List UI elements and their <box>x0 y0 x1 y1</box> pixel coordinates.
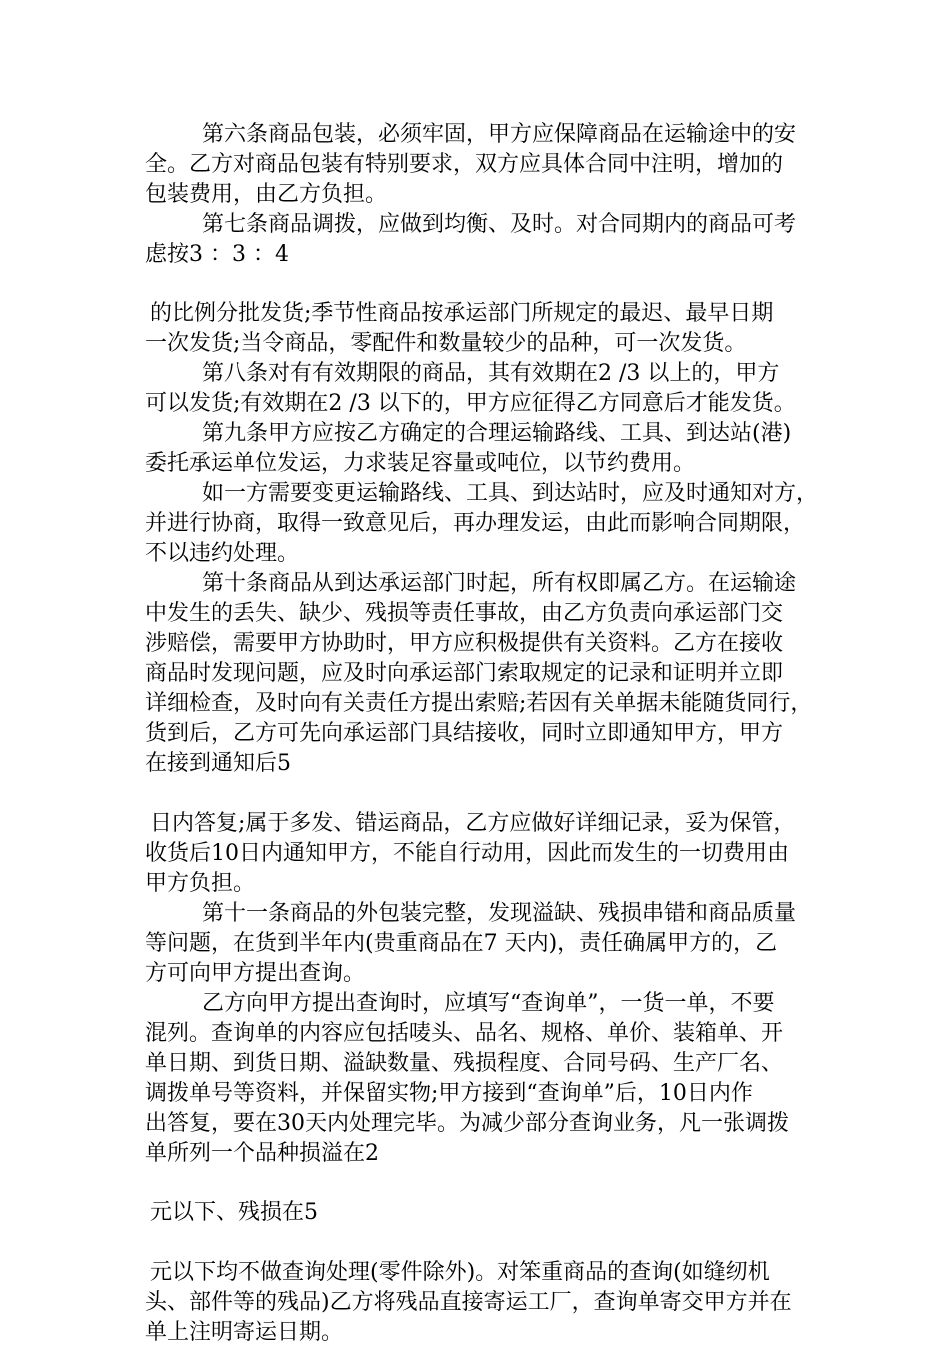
text-line: 第十条商品从到达承运部门时起，所有权即属乙方。在运输途 <box>202 571 797 596</box>
text-line: 如一方需要变更运输路线、工具、到达站时，应及时通知对方， <box>202 481 819 506</box>
text-line: 单上注明寄运日期。 <box>145 1320 344 1345</box>
text-line: 不以违约处理。 <box>145 541 300 566</box>
text-line: 调拨单号等资料，并保留实物;甲方接到“查询单”后，10日内作 <box>145 1081 753 1106</box>
text-line: 涉赔偿，需要甲方协助时，甲方应积极提供有关资料。乙方在接收 <box>145 631 784 656</box>
text-line: 混列。查询单的内容应包括唛头、品名、规格、单价、装箱单、开 <box>145 1021 784 1046</box>
text-line: 并进行协商，取得一致意见后，再办理发运，由此而影响合同期限， <box>145 511 806 536</box>
text-line: 详细检查，及时向有关责任方提出索赔;若因有关单据未能随货同行， <box>145 691 813 716</box>
text-line: 方可向甲方提出查询。 <box>145 961 366 986</box>
text-line: 元以下均不做查询处理(零件除外)。对笨重商品的查询(如缝纫机 <box>150 1260 770 1285</box>
text-line: 收货后10日内通知甲方，不能自行动用，因此而发生的一切费用由 <box>145 841 789 866</box>
text-line: 全。乙方对商品包装有特别要求，双方应具体合同中注明，增加的 <box>145 152 784 177</box>
text-line: 委托承运单位发运，力求装足容量或吨位，以节约费用。 <box>145 451 696 476</box>
text-line: 虑按3 ：3 ：4 <box>145 242 289 267</box>
text-line: 第七条商品调拨，应做到均衡、及时。对合同期内的商品可考 <box>202 212 797 237</box>
text-line: 单所列一个品种损溢在2 <box>145 1141 379 1166</box>
text-line: 第六条商品包装，必须牢固，甲方应保障商品在运输途中的安 <box>202 122 797 147</box>
text-line: 出答复，要在30天内处理完毕。为减少部分查询业务，凡一张调拨 <box>145 1111 789 1136</box>
text-line: 在接到通知后5 <box>145 751 291 776</box>
text-line: 日内答复;属于多发、错运商品，乙方应做好详细记录，妥为保管， <box>150 811 796 836</box>
text-line: 第九条甲方应按乙方确定的合理运输路线、工具、到达站(港) <box>202 421 792 446</box>
text-line: 头、部件等的残品)乙方将残品直接寄运工厂，查询单寄交甲方并在 <box>145 1290 792 1315</box>
text-line: 包装费用，由乙方负担。 <box>145 182 388 207</box>
text-line: 一次发货;当令商品，零配件和数量较少的品种，可一次发货。 <box>145 331 747 356</box>
text-line: 中发生的丢失、缺少、残损等责任事故，由乙方负责向承运部门交 <box>145 601 784 626</box>
text-line: 单日期、到货日期、溢缺数量、残损程度、合同号码、生产厂名、 <box>145 1051 784 1076</box>
text-line: 商品时发现问题，应及时向承运部门索取规定的记录和证明并立即 <box>145 661 784 686</box>
text-line: 元以下、残损在5 <box>150 1200 318 1225</box>
text-line: 等问题，在货到半年内(贵重商品在7 天内)，责任确属甲方的，乙 <box>145 931 778 956</box>
text-line: 可以发货;有效期在2 /3 以下的，甲方应征得乙方同意后才能发货。 <box>145 391 796 416</box>
text-line: 甲方负担。 <box>145 871 256 896</box>
text-line: 乙方向甲方提出查询时，应填写“查询单”，一货一单，不要 <box>202 991 775 1016</box>
text-line: 货到后，乙方可先向承运部门具结接收，同时立即通知甲方，甲方 <box>145 721 784 746</box>
text-line: 第十一条商品的外包装完整，发现溢缺、残损串错和商品质量 <box>202 901 797 926</box>
text-line: 第八条对有有效期限的商品，其有效期在2 /3 以上的，甲方 <box>202 361 780 386</box>
text-line: 的比例分批发货;季节性商品按承运部门所规定的最迟、最早日期 <box>150 301 774 326</box>
